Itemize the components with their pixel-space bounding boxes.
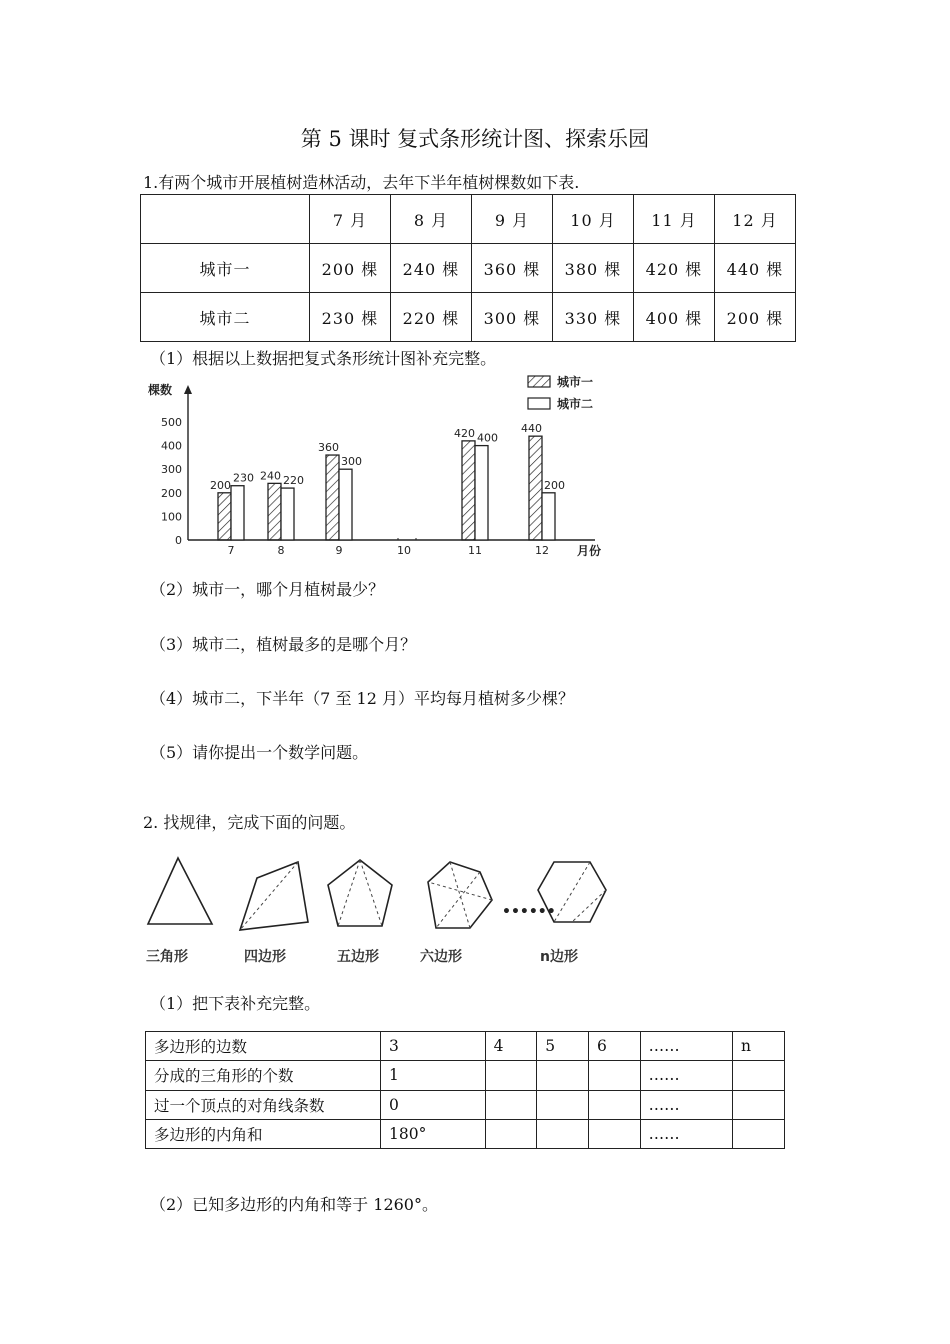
row-label: 城市二	[141, 293, 310, 342]
triangle-shape	[148, 858, 212, 924]
table-cell: 240 棵	[391, 244, 472, 293]
table-cell[interactable]	[588, 1061, 640, 1090]
shape-label-hexagon: 六边形	[420, 949, 462, 965]
y-tick-label: 400	[161, 439, 182, 453]
data-label: 230	[233, 471, 254, 485]
table-cell: 1	[381, 1061, 486, 1090]
table-cell: 分成的三角形的个数	[146, 1061, 381, 1090]
table-cell: ……	[640, 1119, 732, 1148]
table-header-row	[141, 195, 796, 244]
bar-city-1	[326, 455, 339, 540]
table-cell: 5	[537, 1032, 589, 1061]
table-cell[interactable]	[733, 1119, 785, 1148]
table-cell[interactable]	[588, 1119, 640, 1148]
table-cell: 过一个顶点的对角线条数	[146, 1090, 381, 1119]
data-label: 300	[341, 455, 362, 469]
data-label: 400	[477, 431, 498, 445]
sub-question-2: （2）城市一，哪个月植树最少？	[150, 580, 385, 599]
table-cell[interactable]	[588, 1090, 640, 1119]
sub-question-5: （5）请你提出一个数学问题。	[150, 743, 369, 762]
table-cell[interactable]	[485, 1061, 537, 1090]
table-row	[141, 244, 796, 293]
sub-question-1: （1）根据以上数据把复式条形统计图补充完整。	[150, 349, 497, 368]
y-axis-arrow-icon	[184, 385, 192, 394]
quadrilateral-shape	[240, 862, 308, 930]
data-table	[140, 194, 796, 342]
legend-swatch-city-1	[528, 376, 550, 387]
table-cell: 380 棵	[553, 244, 634, 293]
shape-label-triangle: 三角形	[146, 949, 188, 965]
y-tick-label: 0	[175, 534, 182, 547]
table-cell[interactable]	[485, 1119, 537, 1148]
table-row	[141, 293, 796, 342]
y-axis-label: 棵数	[148, 383, 173, 397]
table-cell: 420 棵	[634, 244, 715, 293]
legend-label-city-2: 城市二	[557, 397, 594, 411]
table-cell: 200 棵	[715, 293, 796, 342]
bar-city-1	[218, 493, 231, 540]
x-tick-label: 9	[335, 544, 343, 557]
shape-label-quadrilateral: 四边形	[244, 949, 286, 965]
table-cell: 360 棵	[472, 244, 553, 293]
shapes-ellipsis: ••••••	[502, 904, 556, 920]
table-cell: 4	[485, 1032, 537, 1061]
data-label: 420	[454, 426, 475, 440]
y-tick-label: 300	[161, 463, 182, 477]
table-header-cell: 7 月	[310, 195, 391, 244]
bar-city-2	[475, 446, 488, 540]
table-cell: 多边形的边数	[146, 1032, 381, 1061]
table-cell: ……	[640, 1090, 732, 1119]
x-axis-label: 月份	[577, 544, 602, 558]
table-cell[interactable]	[485, 1090, 537, 1119]
table-cell: 200 棵	[310, 244, 391, 293]
sub-question-4: （4）城市二，下半年（7 至 12 月）平均每月植树多少棵？	[150, 689, 574, 708]
table-cell[interactable]	[733, 1090, 785, 1119]
bar-city-2	[281, 488, 294, 540]
bar-city-1	[529, 436, 542, 540]
bar-chart	[140, 372, 620, 572]
pentagon-shape	[328, 860, 392, 926]
table-header-cell	[141, 195, 310, 244]
table-cell: ……	[640, 1032, 732, 1061]
y-tick-label: 200	[161, 486, 182, 500]
table-cell[interactable]	[537, 1090, 589, 1119]
table-header-cell: 12 月	[715, 195, 796, 244]
data-label: 200	[210, 478, 231, 492]
legend-swatch-city-2	[528, 398, 550, 409]
data-label: 240	[260, 469, 281, 483]
x-tick-label: 10	[397, 544, 411, 557]
bar-city-2	[542, 493, 555, 540]
question-1-text: 1.有两个城市开展植树造林活动，去年下半年植树棵数如下表.	[143, 173, 580, 192]
x-tick-label: 8	[277, 544, 285, 557]
table-cell: 400 棵	[634, 293, 715, 342]
x-tick-label: 11	[468, 544, 482, 557]
table-cell: 220 棵	[391, 293, 472, 342]
polygon-table	[145, 1031, 785, 1149]
table-row	[146, 1090, 785, 1119]
table-cell: 180°	[381, 1119, 486, 1148]
question-2-sub-2: （2）已知多边形的内角和等于 1260°。	[150, 1195, 438, 1214]
table-cell[interactable]	[537, 1119, 589, 1148]
chart-bars	[210, 422, 565, 540]
data-label: 200	[544, 478, 565, 492]
shape-label-pentagon: 五边形	[337, 949, 379, 965]
table-header-cell: 9 月	[472, 195, 553, 244]
table-cell: 230 棵	[310, 293, 391, 342]
x-tick-label: 7	[227, 544, 235, 557]
table-header-cell: 10 月	[553, 195, 634, 244]
page-title: 第 5 课时 复式条形统计图、探索乐园	[300, 127, 650, 151]
row-label: 城市一	[141, 244, 310, 293]
bar-city-1	[268, 483, 281, 540]
bar-city-2	[339, 469, 352, 540]
table-cell: 3	[381, 1032, 486, 1061]
table-cell: 0	[381, 1090, 486, 1119]
question-2-sub-1: （1）把下表补充完整。	[150, 994, 321, 1013]
chart-legend	[528, 374, 593, 411]
legend-label-city-1: 城市一	[557, 375, 594, 389]
sub-question-3: （3）城市二，植树最多的是哪个月？	[150, 635, 417, 654]
bar-city-1	[462, 441, 475, 540]
shape-label-n-gon: n边形	[540, 949, 578, 965]
table-cell: ……	[640, 1061, 732, 1090]
table-cell: n	[733, 1032, 785, 1061]
table-row	[146, 1032, 785, 1061]
data-label: 220	[283, 474, 304, 488]
table-header-cell: 8 月	[391, 195, 472, 244]
x-tick-label: 12	[535, 544, 549, 557]
table-row	[146, 1119, 785, 1148]
hexagon-shape	[428, 862, 492, 928]
table-cell[interactable]	[537, 1061, 589, 1090]
data-label: 360	[318, 441, 339, 455]
polygon-figures	[140, 850, 620, 940]
table-cell: 多边形的内角和	[146, 1119, 381, 1148]
y-tick-label: 500	[161, 416, 182, 429]
table-row	[146, 1061, 785, 1090]
question-2-text: 2. 找规律，完成下面的问题。	[143, 813, 356, 832]
table-cell: 440 棵	[715, 244, 796, 293]
data-label: 440	[521, 422, 542, 436]
table-cell: 300 棵	[472, 293, 553, 342]
table-cell: 330 棵	[553, 293, 634, 342]
y-tick-label: 100	[161, 510, 182, 524]
bar-city-2	[231, 486, 244, 540]
table-cell[interactable]	[733, 1061, 785, 1090]
table-header-cell: 11 月	[634, 195, 715, 244]
table-cell: 6	[588, 1032, 640, 1061]
